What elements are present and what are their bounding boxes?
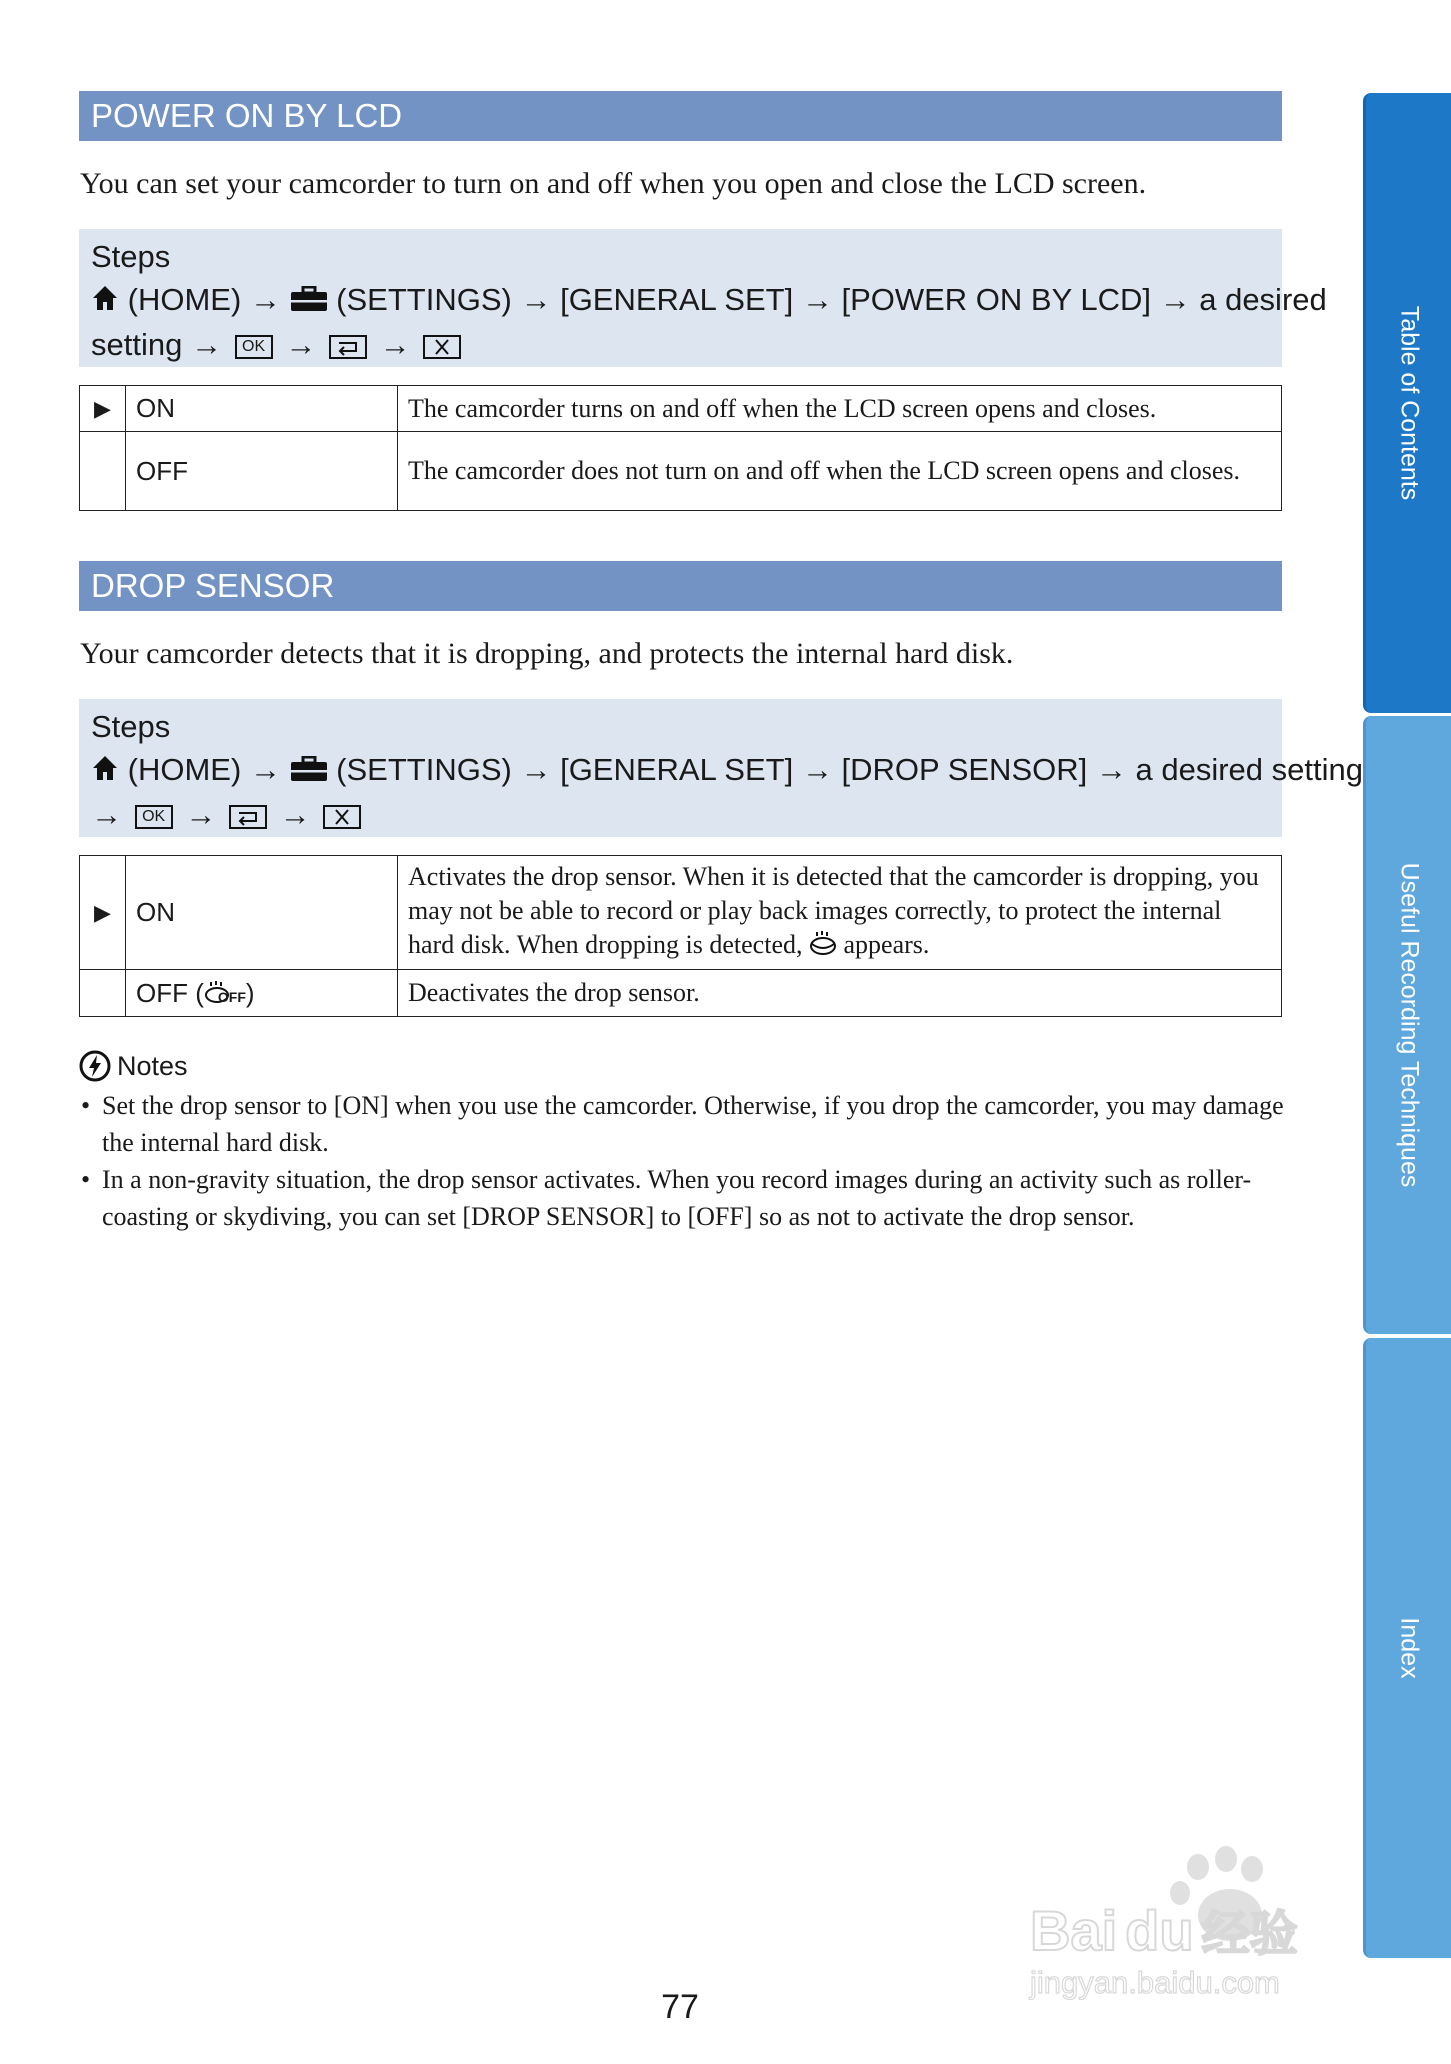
table-row [80,386,1282,432]
toolbox-settings-icon [290,750,328,793]
arrow-icon: → [520,752,552,787]
home-icon [91,750,119,793]
option-description-text: appears. [843,930,930,959]
drop-detected-icon [809,930,837,965]
return-key-icon [229,805,267,829]
steps-home: (HOME) [127,752,242,787]
option-description: The camcorder does not turn on and off when the LCD screen opens and closes. [398,432,1282,511]
option-name: ON [126,856,398,970]
return-key-icon [329,335,367,359]
drop-sensor-off-icon-text: OFF [217,988,246,1005]
steps-label: Steps [91,239,171,274]
notes-list [79,1087,1289,1235]
default-marker-icon [80,432,126,511]
steps-setting: setting [91,327,183,363]
steps-menu-item: [DROP SENSOR] [841,752,1088,787]
tab-label: Useful Recording Techniques [1395,862,1423,1188]
option-name-text: OFF ( [136,977,204,1008]
arrow-icon: → [801,752,833,787]
option-description: Deactivates the drop sensor. [398,970,1282,1017]
arrow-icon: → [249,282,281,317]
section-intro: You can set your camcorder to turn on and off when you open and close the LCD screen. [80,167,1147,200]
steps-box [79,699,1363,837]
option-description [398,856,1282,970]
ok-key-icon: OK [235,335,273,359]
arrow-icon: → [520,282,552,317]
list-item: • Set the drop sensor to [ON] when you use the camcorder. Otherwise, if you drop the camcorder, you may damage the internal hard disk. [79,1087,1289,1161]
baidu-watermark [1030,1845,1360,2005]
page-number: 77 [661,1988,699,2026]
watermark-url: jingyan.baidu.com [1030,1965,1280,2000]
section-title-drop-sensor: DROP SENSOR [79,561,1282,611]
arrow-icon: → [91,797,122,833]
home-icon [91,280,119,323]
steps-general-set: [GENERAL SET] [560,752,794,787]
option-name [126,970,398,1017]
arrow-icon: → [285,327,317,363]
tab-table-of-contents[interactable] [1363,93,1451,713]
arrow-icon: → [249,752,281,787]
section-title-power-on-by-lcd: POWER ON BY LCD [79,91,1282,141]
close-key-icon [323,805,361,829]
ok-key-icon: OK [135,805,173,829]
steps-settings: (SETTINGS) [336,282,512,317]
steps-box [79,229,1327,367]
options-table-power-on-by-lcd [79,385,1282,511]
steps-path [91,278,1327,323]
steps-general-set: [GENERAL SET] [560,282,794,317]
default-marker-icon: ▶ [80,386,126,432]
steps-path-continued [91,323,1270,366]
watermark-brand-du: du [1125,1899,1194,1962]
toolbox-settings-icon [290,280,328,323]
arrow-icon: → [1159,282,1191,317]
tab-label: Index [1395,1617,1423,1679]
steps-menu-item: [POWER ON BY LCD] [841,282,1151,317]
list-item: • In a non-gravity situation, the drop sensor activates. When you record images during an activity such as roller-coasting or skydiving, you can set [DROP SENSOR] to [OFF] so as not to activate the drop sensor. [79,1161,1289,1235]
option-description-text: Activates the drop sensor. When it is detected that the camcorder is dropping, you may not be able to record or play back images correctly, to protect the internal hard disk. When dropping is detected, [408,862,1259,959]
option-name: OFF [126,432,398,511]
arrow-icon: → [190,327,222,363]
section-intro: Your camcorder detects that it is dropping, and protects the internal hard disk. [80,637,1014,670]
steps-home: (HOME) [127,282,242,317]
option-description: The camcorder turns on and off when the LCD screen opens and closes. [398,386,1282,432]
tab-index[interactable] [1363,1338,1451,1958]
options-table-drop-sensor [79,855,1282,1017]
notes-title: Notes [117,1051,188,1081]
watermark-brand-cn: 经验 [1201,1906,1298,1962]
table-row [80,970,1282,1017]
arrow-icon: → [379,327,411,363]
notes-heading [79,1048,188,1084]
steps-settings: (SETTINGS) [336,752,512,787]
arrow-icon: → [801,282,833,317]
close-key-icon [423,335,461,359]
arrow-icon: → [279,797,311,833]
tab-useful-recording-techniques[interactable] [1363,716,1451,1334]
option-name-suffix: ) [245,977,255,1008]
default-marker-icon [80,970,126,1017]
watermark-brand: Bai [1030,1899,1118,1962]
arrow-icon: → [1095,752,1127,787]
steps-path-continued [91,793,1270,836]
notes-warning-icon [79,1050,111,1082]
option-name: ON [126,386,398,432]
table-row [80,856,1282,970]
table-row [80,432,1282,511]
drop-sensor-off-icon [204,980,246,1006]
steps-desired: a desired setting [1135,752,1363,787]
steps-desired: a desired [1199,282,1327,317]
default-marker-icon: ▶ [80,856,126,970]
tab-label: Table of Contents [1395,305,1423,501]
steps-path [91,748,1363,793]
arrow-icon: → [185,797,217,833]
steps-label: Steps [91,709,171,744]
